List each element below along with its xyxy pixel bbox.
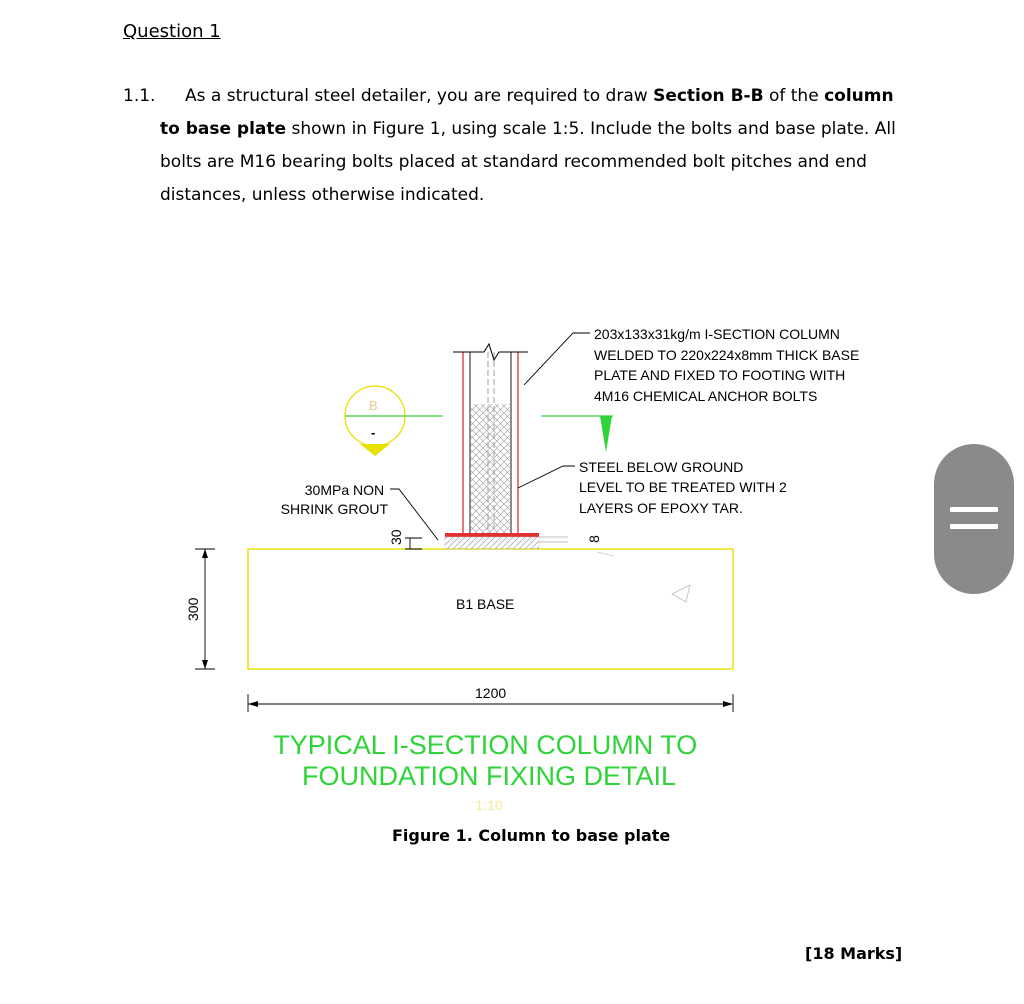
column-section xyxy=(453,344,528,535)
detail-scale: 1:10 xyxy=(475,797,503,813)
grout-layer xyxy=(445,537,539,549)
question-text-segment: of the xyxy=(763,86,825,106)
height-dimension xyxy=(185,549,215,669)
question-heading: Question 1 xyxy=(123,21,221,42)
pause-button[interactable] xyxy=(934,444,1014,594)
detail-title: TYPICAL I-SECTION COLUMN TO FOUNDATION FIXING DETAIL xyxy=(273,730,698,791)
question-text-bold: column to base plate xyxy=(160,86,894,139)
steel-note: STEEL BELOW GROUND LEVEL TO BE TREATED WITH 2 LAYERS OF EPOXY TAR. xyxy=(579,459,787,516)
steel-note-leader xyxy=(518,466,575,488)
width-dimension xyxy=(248,685,733,712)
question-text-bold: Section B-B xyxy=(653,86,764,106)
marks-label: [18 Marks] xyxy=(805,944,903,963)
grout-note: 30MPa NON SHRINK GROUT xyxy=(280,482,388,517)
section-marker-letter: B xyxy=(369,398,378,413)
base-plate xyxy=(445,533,539,537)
section-marker-sheet: - xyxy=(371,425,376,440)
plate-dim-label: 8 xyxy=(586,535,602,543)
height-dim-label: 300 xyxy=(185,597,201,621)
column-note: 203x133x31kg/m I-SECTION COLUMN WELDED TO 220x224x8mm THICK BASE PLATE AND FIXED TO FOOTING WITH 4M16 CHEMICAL ANCHOR BOLTS xyxy=(594,326,860,404)
section-marker xyxy=(345,386,405,456)
base-label: B1 BASE xyxy=(456,596,515,612)
question-number: 1.1. xyxy=(123,86,156,106)
figure-caption: Figure 1. Column to base plate xyxy=(392,826,671,845)
grout-dim-label: 30 xyxy=(388,529,404,545)
ground-level-marker xyxy=(600,416,612,452)
question-text-segment: As a structural steel detailer, you are required to draw xyxy=(185,86,654,106)
grout-dimension xyxy=(388,529,422,549)
width-dim-label: 1200 xyxy=(475,685,507,701)
column-note-leader xyxy=(524,333,590,385)
question-text-segment: shown in Figure 1, using scale 1:5. Include the bolts and base plate. All bolts are M16 bearing bolts placed at standard recommended bolt pitches and end distances, unless otherwise indicated. xyxy=(160,119,896,205)
